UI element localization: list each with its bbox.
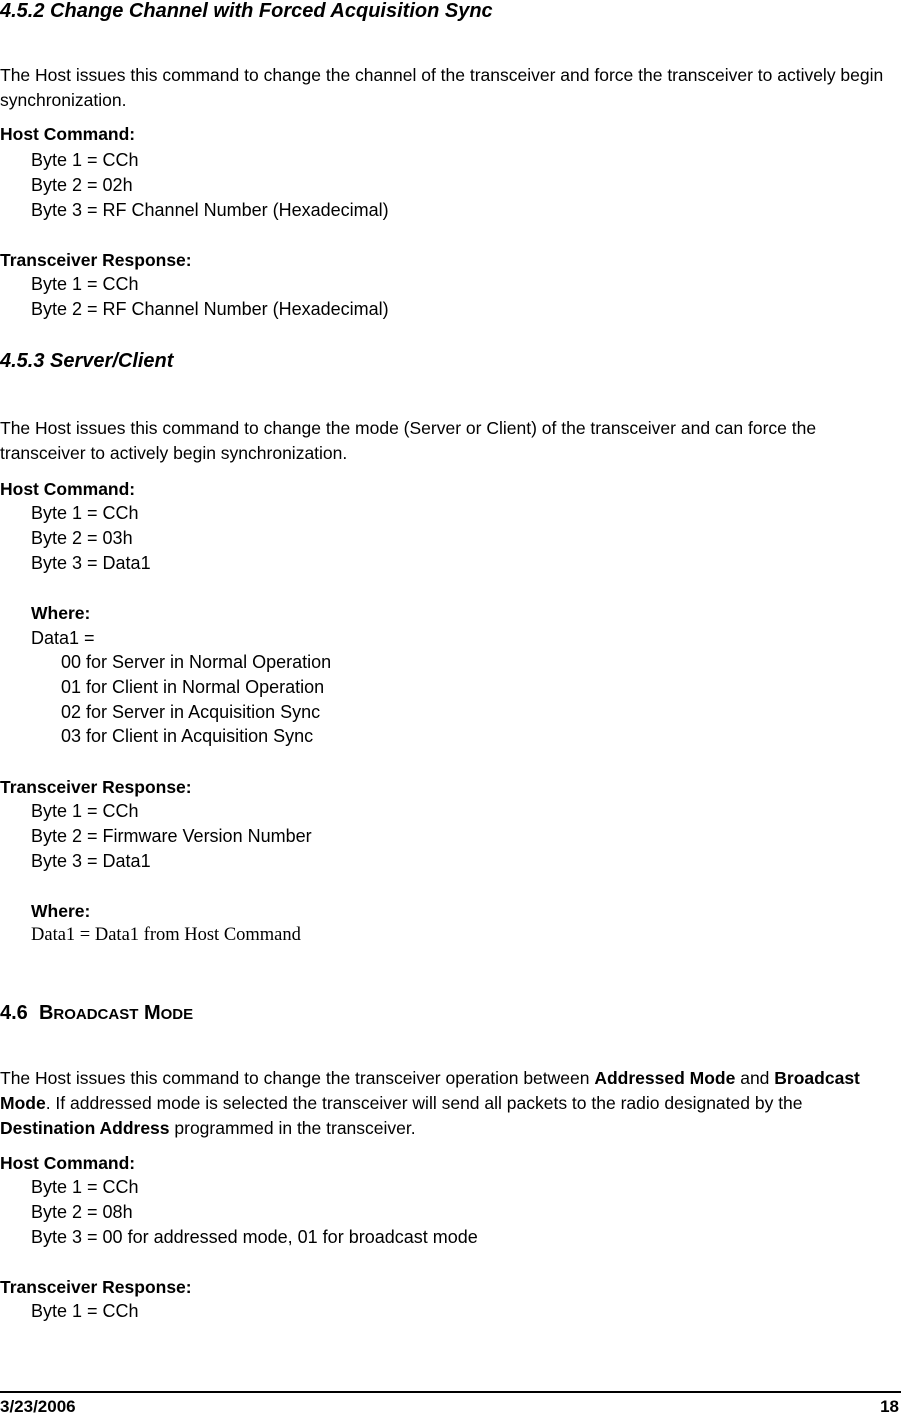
intro-text: . If addressed mode is selected the transceiver will send all packets to the radio designated by the (45, 1093, 803, 1113)
response-line: Byte 1 = CCh (31, 274, 139, 294)
data1-option: 03 for Client in Acquisition Sync (61, 726, 314, 746)
heading-word: ODE (160, 1006, 194, 1023)
transceiver-response-label: Transceiver Response: (0, 777, 192, 797)
host-command-label: Host Command: (0, 479, 136, 499)
host-command-line: Byte 2 = 03h (31, 528, 133, 548)
heading-number: 4.6 (0, 1002, 28, 1024)
host-command-label: Host Command: (0, 124, 136, 144)
section-heading-4-5-3: 4.5.3 Server/Client (0, 350, 174, 372)
intro-term: Addressed Mode (594, 1068, 736, 1088)
where-label: Where: (31, 603, 91, 623)
footer-divider (0, 1391, 901, 1393)
response-line: Byte 1 = CCh (31, 1301, 139, 1321)
section-intro-4-5-3: The Host issues this command to change the mode (Server or Client) of the transceiver and can force the transceiver to actively begin synchronization. (0, 418, 817, 463)
intro-text: The Host issues this command to change the transceiver operation between (0, 1068, 595, 1088)
intro-term: Destination Address (0, 1118, 170, 1138)
host-command-line: Byte 1 = CCh (31, 1177, 139, 1197)
response-line: Byte 2 = Firmware Version Number (31, 826, 312, 846)
section-heading-4-5-2: 4.5.2 Change Channel with Forced Acquisition Sync (0, 0, 493, 22)
section-intro-4-5-2: The Host issues this command to change the channel of the transceiver and force the transceiver to actively begin synchronization. (0, 65, 884, 110)
section-intro-4-6 (0, 1066, 895, 1141)
intro-term: Broadcast Mode (0, 1068, 860, 1113)
heading-word: M (143, 1002, 161, 1024)
host-command-line: Byte 1 = CCh (31, 503, 139, 523)
data1-option: 00 for Server in Normal Operation (61, 652, 332, 672)
data1-label: Data1 = (31, 628, 95, 648)
intro-text: programmed in the transceiver. (169, 1118, 416, 1138)
data1-option: 02 for Server in Acquisition Sync (61, 702, 321, 722)
footer-page-number: 18 (880, 1397, 899, 1416)
footer-date: 3/23/2006 (0, 1397, 76, 1416)
heading-word: ROADCAST (53, 1006, 139, 1023)
host-command-line: Byte 3 = Data1 (31, 553, 151, 573)
transceiver-response-label: Transceiver Response: (0, 250, 192, 270)
response-line: Byte 2 = RF Channel Number (Hexadecimal) (31, 299, 389, 319)
host-command-line: Byte 2 = 08h (31, 1202, 133, 1222)
where-label: Where: (31, 901, 91, 921)
host-command-line: Byte 2 = 02h (31, 175, 133, 195)
host-command-line: Byte 1 = CCh (31, 150, 139, 170)
intro-text: and (735, 1068, 775, 1088)
data1-option: 01 for Client in Normal Operation (61, 677, 325, 697)
transceiver-response-label: Transceiver Response: (0, 1277, 192, 1297)
where-data1-text: Data1 = Data1 from Host Command (31, 925, 301, 945)
section-heading-4-6 (0, 1002, 193, 1025)
response-line: Byte 3 = Data1 (31, 851, 151, 871)
heading-word: B (38, 1002, 54, 1024)
host-command-line: Byte 3 = RF Channel Number (Hexadecimal) (31, 200, 389, 220)
response-line: Byte 1 = CCh (31, 801, 139, 821)
host-command-line: Byte 3 = 00 for addressed mode, 01 for broadcast mode (31, 1227, 478, 1247)
host-command-label: Host Command: (0, 1153, 136, 1173)
